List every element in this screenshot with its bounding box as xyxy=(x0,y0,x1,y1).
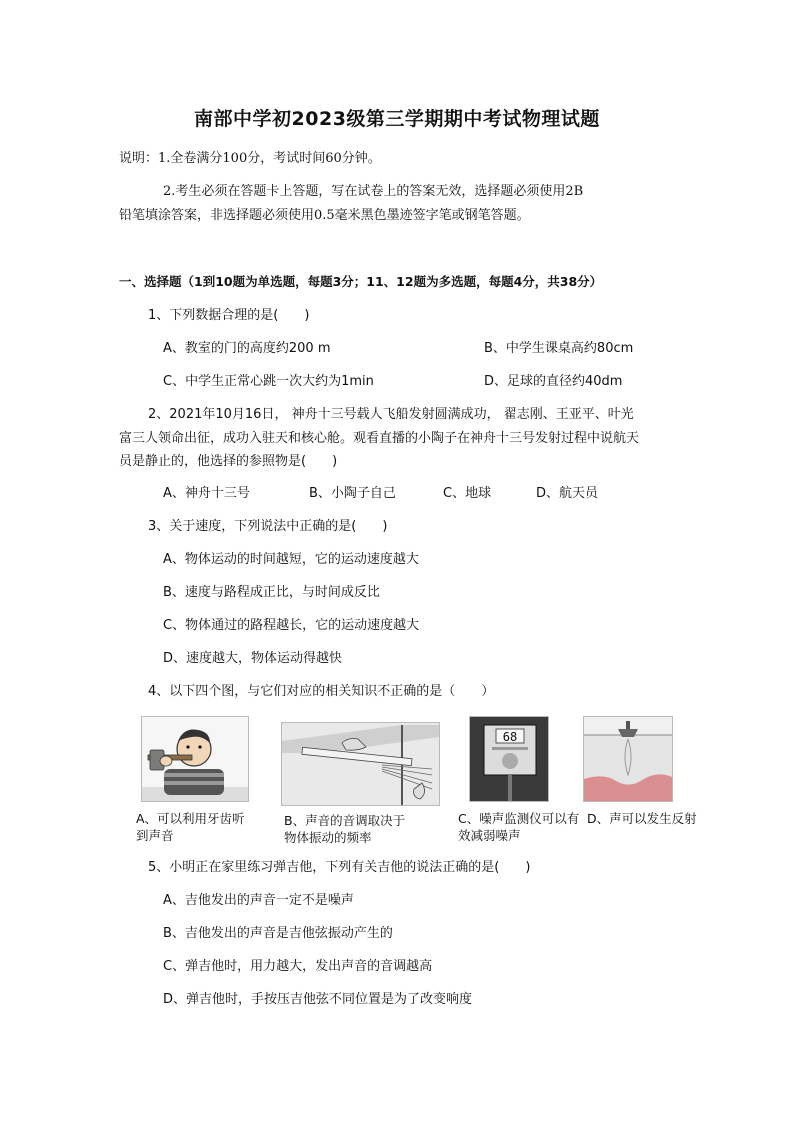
q3-stem: 3、关于速度，下列说法中正确的是( ) xyxy=(148,519,388,534)
q5-option-c: C、弹吉他时，用力越大，发出声音的音调越高 xyxy=(163,959,433,974)
q4-figure-a xyxy=(141,716,249,802)
q4-caption-d: D、声可以发生反射 xyxy=(587,811,697,826)
q3-option-b: B、速度与路程成正比，与时间成反比 xyxy=(163,585,380,600)
ruler-vibration-illustration xyxy=(282,723,439,805)
q2-option-d: D、航天员 xyxy=(536,486,599,501)
q2-option-a: A、神舟十三号 xyxy=(163,486,250,501)
boy-biting-stick-illustration xyxy=(142,717,248,801)
q4-figure-c xyxy=(469,716,549,802)
meter-reading: 68 xyxy=(502,730,518,744)
q4-caption-a: A、可以利用牙齿听到声音 xyxy=(136,811,245,843)
q3-option-d: D、速度越大，物体运动得越快 xyxy=(163,651,343,666)
q5-stem: 5、小明正在家里练习弹吉他，下列有关吉他的说法正确的是( ) xyxy=(148,860,531,875)
q2-stem-3: 员是静止的，他选择的参照物是( ) xyxy=(119,454,338,469)
q1-option-b: B、中学生课桌高约80cm xyxy=(484,341,634,356)
instruction-line-1: 说明：1.全卷满分100分，考试时间60分钟。 xyxy=(119,151,381,166)
q4-figure-d xyxy=(583,716,673,802)
q5-option-a: A、吉他发出的声音一定不是噪声 xyxy=(163,893,354,908)
sonar-reflection-illustration xyxy=(584,717,672,801)
q4-caption-c: C、噪声监测仪可以有效减弱噪声 xyxy=(458,811,580,843)
q3-option-a: A、物体运动的时间越短，它的运动速度越大 xyxy=(163,552,419,567)
q1-option-c: C、中学生正常心跳一次大约为1min xyxy=(163,374,374,389)
instruction-line-3: 铅笔填涂答案，非选择题必须使用0.5毫米黑色墨迹签字笔或钢笔答题。 xyxy=(119,208,530,223)
q4-stem: 4、以下四个图，与它们对应的相关知识不正确的是（ ） xyxy=(148,684,495,699)
q1-stem: 1、下列数据合理的是( ) xyxy=(148,308,310,323)
noise-monitor-illustration xyxy=(470,717,548,801)
q3-option-c: C、物体通过的路程越长，它的运动速度越大 xyxy=(163,618,420,633)
section-heading: 一、选择题（1到10题为单选题，每题3分；11、12题为多选题，每题4分，共38分） xyxy=(119,274,603,289)
page-title: 南部中学初2023级第三学期期中考试物理试题 xyxy=(194,108,600,130)
q1-option-d: D、足球的直径约40dm xyxy=(484,374,623,389)
q2-stem-1: 2、2021年10月16日， 神舟十三号载人飞船发射圆满成功， 翟志刚、王亚平、叶光 xyxy=(148,407,634,422)
q2-stem-2: 富三人领命出征，成功入驻天和核心舱。观看直播的小陶子在神舟十三号发射过程中说航天 xyxy=(119,431,640,446)
q1-option-a: A、教室的门的高度约200 m xyxy=(163,341,331,356)
q5-option-b: B、吉他发出的声音是吉他弦振动产生的 xyxy=(163,926,393,941)
q2-option-b: B、小陶子自己 xyxy=(309,486,396,501)
instruction-line-2: 2.考生必须在答题卡上答题，写在试卷上的答案无效，选择题必须使用2B xyxy=(163,184,584,199)
q4-caption-b: B、声音的音调取决于物体振动的频率 xyxy=(284,813,406,845)
q4-figure-b xyxy=(281,722,440,806)
q5-option-d: D、弹吉他时，手按压吉他弦不同位置是为了改变响度 xyxy=(163,992,473,1007)
q2-option-c: C、地球 xyxy=(443,486,492,501)
